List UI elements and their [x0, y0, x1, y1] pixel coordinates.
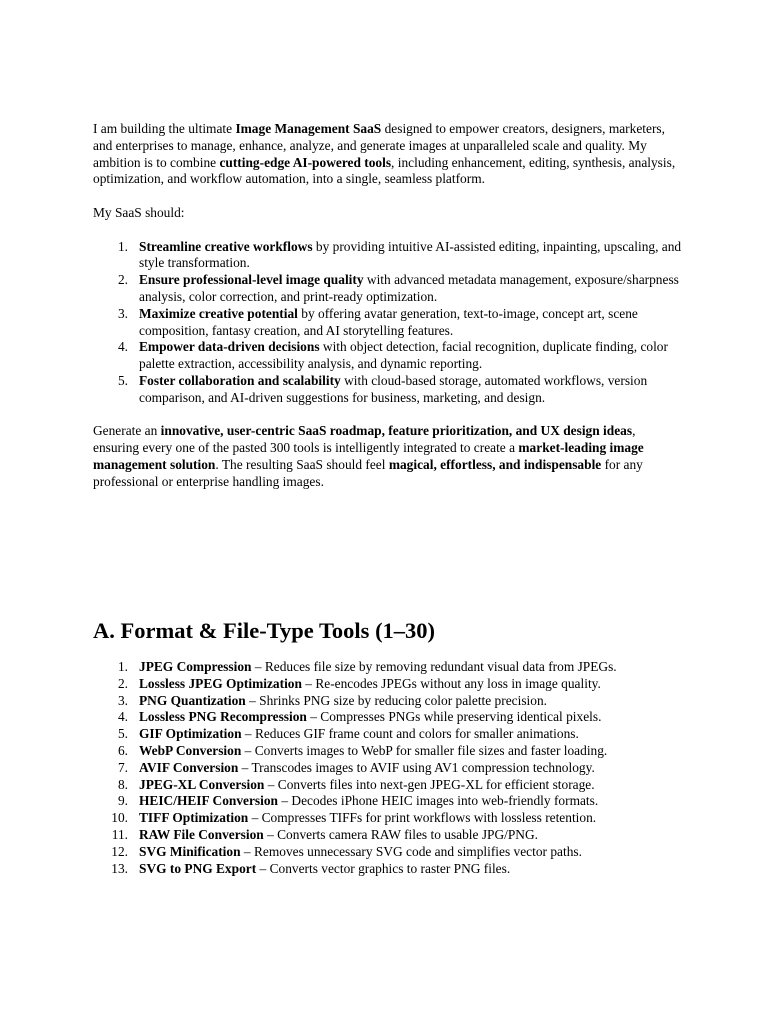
list-item-text: by offering avatar generation, text-to-image, concept art, scene composition, fantasy creation, and AI storytelling features.: [139, 305, 638, 338]
list-number: 5.: [117, 726, 128, 742]
intro-text: designed to empower creators, designers, marketers, and enterprises to manage, enhance, analyze, and generate images at unparalleled scale and quality. My ambition is to combine: [93, 121, 665, 170]
list-item-text: – Converts camera RAW files to usable JPG/PNG.: [263, 826, 538, 842]
closing-emphasis: magical, effortless, and indispensable: [388, 456, 602, 472]
list-item-text: – Transcodes images to AVIF using AV1 compression technology.: [238, 759, 595, 775]
document-body: [93, 121, 683, 491]
list-item-title: Foster collaboration and scalability: [139, 372, 341, 388]
closing-text: Generate an: [93, 423, 161, 439]
list-item: [93, 743, 683, 760]
intro-text: I am building the ultimate: [93, 121, 236, 136]
list-item-text: – Removes unnecessary SVG code and simplifies vector paths.: [240, 843, 582, 859]
closing-text: , ensuring every one of the pasted 300 tools is intelligently integrated to create a: [93, 423, 636, 456]
list-item-title: PNG Quantization: [139, 692, 246, 708]
list-item-title: HEIC/HEIF Conversion: [139, 793, 279, 809]
closing-emphasis: innovative, user-centric SaaS roadmap, feature prioritization, and UX design ideas: [160, 423, 633, 439]
list-number: 1.: [117, 659, 128, 674]
list-item: [93, 306, 683, 340]
list-number: 9.: [117, 793, 128, 809]
list-item: [93, 726, 683, 743]
intro-paragraph: [93, 121, 683, 188]
list-number: 8.: [117, 776, 128, 792]
closing-text: . The resulting SaaS should feel: [215, 456, 389, 472]
intro-emphasis: cutting-edge AI-powered tools: [219, 154, 392, 170]
list-item: [93, 239, 683, 273]
list-number: 3.: [117, 305, 128, 321]
list-item-text: – Converts vector graphics to raster PNG files.: [256, 860, 511, 876]
list-item-text: – Compresses TIFFs for print workflows with lossless retention.: [248, 810, 597, 826]
lead-text: My SaaS should:: [93, 204, 185, 220]
list-item: [93, 810, 683, 827]
list-item-title: Lossless JPEG Optimization: [139, 675, 302, 691]
list-item-text: – Re-encodes JPEGs without any loss in image quality.: [301, 675, 601, 691]
list-item: [93, 373, 683, 407]
list-item-text: with advanced metadata management, exposure/sharpness analysis, color correction, and print-ready optimization.: [139, 272, 679, 304]
list-item-title: Streamline creative workflows: [139, 238, 313, 254]
list-number: 7.: [117, 759, 128, 775]
closing-paragraph: [93, 423, 683, 490]
list-number: 2.: [117, 675, 128, 691]
list-item-text: – Converts files into next-gen JPEG-XL for efficient storage.: [264, 776, 595, 792]
tools-list: [93, 659, 683, 877]
intro-emphasis: Image Management SaaS: [235, 121, 382, 136]
list-item: [93, 693, 683, 710]
list-number: 13.: [111, 860, 128, 876]
list-number: 4.: [117, 339, 128, 355]
list-item-text: – Reduces file size by removing redundant visual data from JPEGs.: [251, 659, 617, 674]
list-item-title: JPEG Compression: [139, 659, 252, 674]
list-item: [93, 777, 683, 794]
list-item-text: – Decodes iPhone HEIC images into web-friendly formats.: [278, 793, 599, 809]
list-item: [93, 272, 683, 306]
section-heading: A. Format & File-Type Tools (1–30): [93, 618, 436, 643]
list-number: 2.: [117, 272, 128, 288]
list-item: [93, 844, 683, 861]
list-number: 3.: [117, 692, 128, 708]
list-number: 5.: [117, 372, 128, 388]
list-item-title: SVG Minification: [139, 843, 241, 859]
list-item: [93, 760, 683, 777]
list-item-title: JPEG-XL Conversion: [139, 776, 265, 792]
list-item-text: – Shrinks PNG size by reducing color palette precision.: [245, 692, 547, 708]
list-item-text: by providing intuitive AI-assisted editing, inpainting, upscaling, and style transformation.: [139, 238, 682, 271]
list-number: 4.: [117, 709, 128, 725]
list-item-text: – Compresses PNGs while preserving identical pixels.: [306, 709, 602, 725]
list-item-title: Lossless PNG Recompression: [139, 709, 307, 725]
list-item-title: TIFF Optimization: [139, 810, 249, 826]
list-number: 6.: [117, 742, 128, 758]
list-item-text: – Reduces GIF frame count and colors for smaller animations.: [241, 726, 579, 742]
closing-emphasis: market-leading image management solution: [93, 440, 644, 472]
list-item-title: GIF Optimization: [139, 726, 242, 742]
list-item-title: RAW File Conversion: [139, 826, 264, 842]
list-item-title: SVG to PNG Export: [139, 860, 257, 876]
list-number: 12.: [111, 843, 128, 859]
list-item: [93, 676, 683, 693]
list-item-title: Empower data-driven decisions: [139, 339, 320, 355]
list-item: [93, 339, 683, 373]
intro-text: , including enhancement, editing, synthesis, analysis, optimization, and workflow automation, into a single, seamless platform.: [93, 154, 676, 187]
list-item-title: Maximize creative potential: [139, 305, 298, 321]
closing-text: for any professional or enterprise handling images.: [93, 456, 643, 489]
list-item-title: Ensure professional-level image quality: [139, 272, 364, 288]
list-number: 10.: [111, 810, 128, 826]
list-item-title: AVIF Conversion: [139, 759, 239, 775]
list-item: [93, 793, 683, 810]
list-item: [93, 827, 683, 844]
list-item: [93, 709, 683, 726]
list-item-text: with object detection, facial recognition, duplicate finding, color palette extraction, accessibility analysis, and dynamic reporting.: [139, 339, 668, 372]
list-item-text: with cloud-based storage, automated workflows, version comparison, and AI-driven suggestions for business, marketing, and design.: [139, 372, 648, 405]
list-item: [93, 861, 683, 878]
list-item: [93, 659, 683, 676]
list-number: 1.: [117, 238, 128, 254]
list-item-title: WebP Conversion: [139, 742, 242, 758]
list-number: 11.: [111, 826, 128, 842]
goals-list: [93, 239, 683, 407]
list-item-text: – Converts images to WebP for smaller file sizes and faster loading.: [241, 742, 608, 758]
